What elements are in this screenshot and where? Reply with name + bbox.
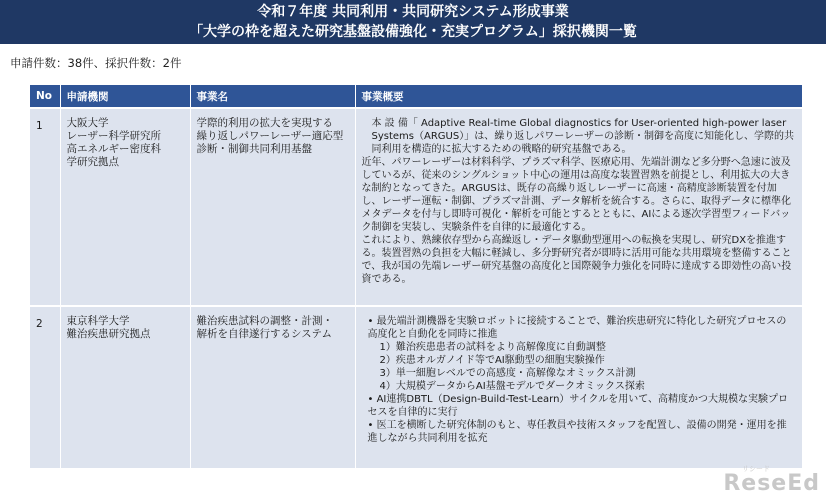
page-header — [0, 0, 826, 44]
summary-bullet: • 医工を横断した研究体制のもと、専任教員や技術スタッフを配置し、設備の開発・運用を推進しながら共同利用を拡充 — [367, 420, 787, 444]
column-header-no: No — [30, 85, 60, 108]
adopted-institutions-table — [30, 85, 802, 468]
summary-sub-item: 1）難治疾患患者の試料をより高解像度に自動調整 — [379, 342, 606, 353]
row-institution — [60, 108, 190, 306]
table-header-row — [30, 85, 802, 108]
row-project-name — [190, 108, 355, 306]
institution-line: 学研究拠点 — [66, 156, 119, 168]
project-line: 診断・制御共同利用基盤 — [196, 143, 312, 155]
institution-line: 難治疾患研究拠点 — [66, 328, 151, 340]
summary-paragraph: 近年、パワーレーザーは材料科学、プラズマ科学、医療応用、先端計測など多分野へ急速に波及しているが、従来のシングルショット中心の運用は高度な装置習熟を前提とし、利用拡大の大きな制約となってきた。ARGUSは、既存の高繰り返しレーザーに高速・高精度診断装置を付加し、レーザー運転・制御、プラズマ計測、データ解析を統合する。さらに、取得データに標準化メタデータを付与し即時可視化・解析を可能とするとともに、AIによる逐次学習型フィードバック制御を実装し、実験条件を自律的に最適化する。 — [361, 157, 791, 233]
row-summary — [355, 306, 802, 468]
summary-sub-item: 4）大規模データからAI基盤モデルでダークオミックス探索 — [379, 381, 645, 392]
institution-line: レーザー科学研究所 — [66, 130, 161, 142]
project-line: 繰り返しパワーレーザー適応型 — [196, 130, 344, 142]
project-line: 難治疾患試料の調整・計測・ — [196, 315, 333, 327]
column-header-project: 事業名 — [190, 85, 355, 108]
column-header-summary: 事業概要 — [355, 85, 802, 108]
row-institution — [60, 306, 190, 468]
summary-bullet: • AI連携DBTL（Design-Build-Test-Learn）サイクルを用いて、高精度かつ大規模な実験プロセスを自律的に実行 — [367, 394, 789, 418]
table-row — [30, 306, 802, 468]
project-line: 学際的利用の拡大を実現する — [196, 117, 333, 129]
table-row — [30, 108, 802, 306]
institution-line: 大阪大学 — [66, 117, 109, 129]
project-line: 解析を自律遂行するシステム — [196, 328, 332, 340]
institution-line: 東京科学大学 — [66, 315, 130, 327]
page-title-line2: 「大学の枠を超えた研究基盤設備強化・充実プログラム」採択機関一覧 — [189, 24, 637, 40]
summary-sub-item: 2）疾患オルガノイド等でAI駆動型の細胞実験操作 — [379, 355, 605, 366]
institution-line: 高エネルギー密度科 — [66, 143, 161, 155]
summary-sub-item: 3）単一細胞レベルでの高感度・高解像なオミックス計測 — [379, 368, 636, 379]
application-counts: 申請件数：38件、採択件数：2件 — [10, 56, 182, 70]
summary-paragraph: これにより、熟練依存型から高繰返し・データ駆動型運用への転換を実現し、研究DXを推進する。装置習熟の負担を大幅に軽減し、多分野研究者が即時に活用可能な共用環境を整備することで、我が国の先端レーザー研究基盤の高度化と国際競争力強化を同時に達成する即効性の高い投資である。 — [361, 235, 792, 285]
watermark-logo-subtext: リシード — [742, 465, 770, 473]
row-summary — [355, 108, 802, 306]
column-header-institution: 申請機関 — [60, 85, 190, 108]
row-no: 1 — [30, 108, 60, 306]
row-no: 2 — [30, 306, 60, 468]
summary-paragraph: 本 設 備「 Adaptive Real-time Global diagnostics for User-oriented high-power laser Systems（ARGUS）」は、繰り返しパワーレーザーの診断・制御を高度に知能化し、学際的共同利用を構造的に拡大するための戦略的研究基盤である。 — [371, 118, 795, 155]
summary-bullet: • 最先端計測機器を実験ロボットに接続することで、難治疾患研究に特化した研究プロセスの高度化と自動化を同時に推進 — [367, 316, 787, 340]
watermark-logo: ReseEd — [723, 471, 820, 496]
row-project-name — [190, 306, 355, 468]
page-title-line1: 令和７年度 共同利用・共同研究システム形成事業 — [257, 4, 569, 20]
